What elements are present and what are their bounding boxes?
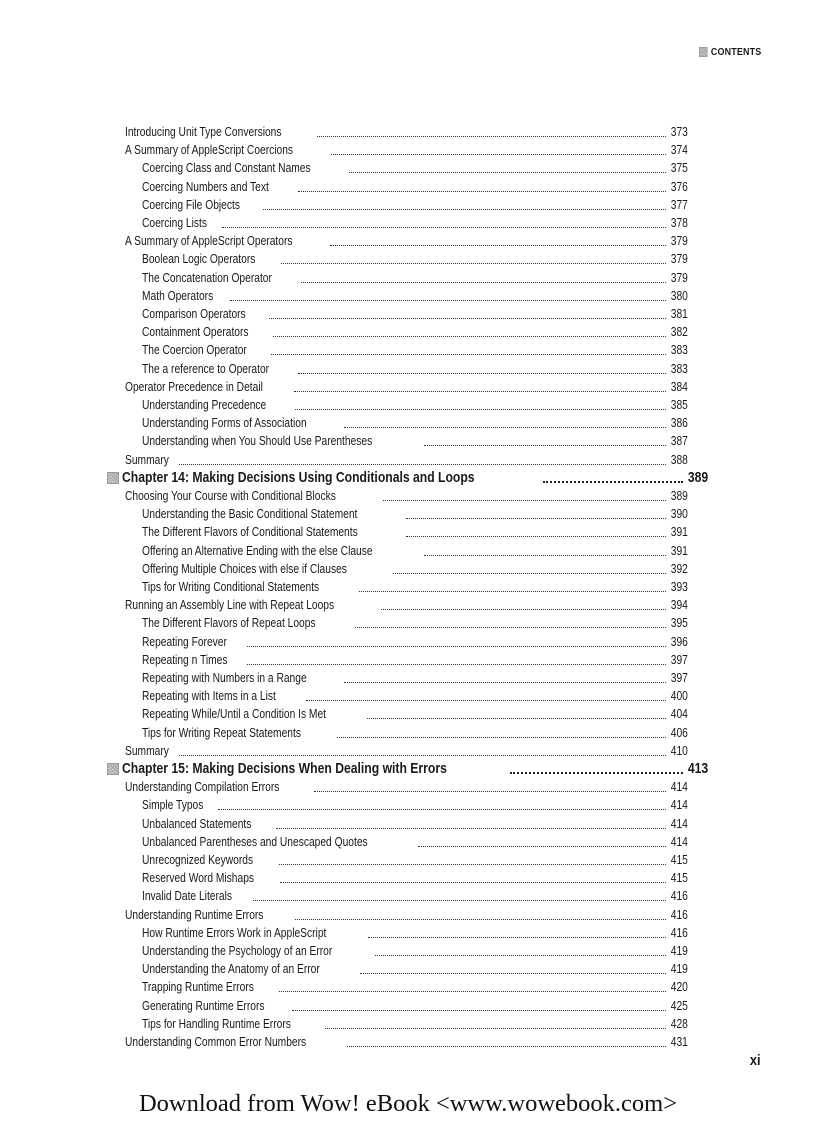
toc-entry-page: 415: [670, 871, 688, 886]
dot-leader: [301, 282, 666, 283]
toc-entry-label: Coercing Lists: [142, 216, 207, 230]
toc-entry[interactable]: [142, 834, 688, 850]
toc-entry-page: 381: [670, 307, 688, 321]
dot-leader: [383, 500, 666, 501]
dot-leader: [360, 973, 666, 974]
toc-entry[interactable]: [142, 160, 688, 176]
toc-entry-label: Repeating Forever: [142, 634, 227, 649]
toc-entry[interactable]: [142, 1016, 688, 1032]
toc-entry-page: 379: [670, 270, 688, 285]
toc-entry-label: Understanding the Anatomy of an Error: [142, 962, 320, 977]
toc-entry-page: 414: [670, 798, 688, 813]
toc-entry[interactable]: [142, 397, 688, 413]
dot-leader: [295, 919, 666, 920]
dot-leader: [253, 900, 666, 901]
toc-entry-label: Summary: [125, 452, 169, 467]
dot-leader: [279, 864, 667, 865]
toc-entry-page: 404: [670, 707, 688, 722]
square-bullet-icon: [107, 763, 119, 775]
toc-entry[interactable]: [142, 797, 688, 813]
toc-entry[interactable]: [125, 597, 688, 613]
toc-entry-page: 413: [687, 761, 708, 777]
toc-entry-page: 425: [670, 998, 688, 1013]
toc-entry[interactable]: [142, 688, 688, 704]
dot-leader: [331, 154, 666, 155]
dot-leader: [375, 955, 666, 956]
toc-entry[interactable]: [142, 615, 688, 631]
toc-entry-page: 373: [670, 125, 688, 139]
dot-leader: [344, 682, 666, 683]
toc-entry-label: Simple Typos: [142, 798, 204, 813]
toc-entry-label: Coercing File Objects: [142, 197, 240, 212]
toc-entry-label: How Runtime Errors Work in AppleScript: [142, 925, 327, 940]
dot-leader: [359, 591, 666, 592]
toc-entry-page: 387: [670, 434, 688, 449]
dot-leader: [279, 991, 666, 992]
toc-entry[interactable]: [142, 943, 688, 959]
toc-entry-label: Coercing Class and Constant Names: [142, 161, 311, 176]
download-footer: Download from Wow! eBook <www.wowebook.com>: [138, 1090, 678, 1117]
dot-leader: [247, 664, 666, 665]
toc-chapter-heading: [107, 760, 509, 778]
toc-entry[interactable]: [125, 488, 688, 504]
toc-entry-page: 420: [670, 980, 688, 995]
toc-entry-page: 388: [670, 452, 688, 467]
toc-entry-page: 396: [670, 634, 688, 649]
square-bullet-icon: [107, 472, 119, 484]
dot-leader: [294, 391, 666, 392]
dot-leader: [298, 373, 666, 374]
toc-entry-page: 386: [670, 416, 688, 431]
toc-entry-label: Repeating n Times: [142, 652, 228, 667]
dot-leader: [543, 481, 683, 483]
toc-entry[interactable]: [142, 816, 688, 832]
dot-leader: [295, 409, 667, 410]
toc-entry[interactable]: [142, 524, 688, 540]
toc-entry-label: Chapter 14: Making Decisions Using Conditionals and Loops: [122, 469, 475, 486]
dot-leader: [298, 191, 666, 192]
toc-entry-label: Reserved Word Mishaps: [142, 871, 255, 886]
dot-leader: [367, 718, 666, 719]
dot-leader: [393, 573, 666, 574]
dot-leader: [424, 555, 666, 556]
dot-leader: [368, 937, 666, 938]
toc-entry-label: Understanding Precedence: [142, 398, 267, 412]
dot-leader: [222, 227, 666, 228]
dot-leader: [330, 245, 666, 246]
toc-entry[interactable]: [142, 251, 688, 267]
toc-entry[interactable]: [142, 288, 688, 304]
toc-entry[interactable]: [142, 725, 688, 741]
toc-entry[interactable]: [142, 179, 688, 195]
toc-entry-page: 414: [670, 834, 688, 849]
toc-entry-label: Tips for Writing Repeat Statements: [142, 725, 301, 740]
dot-leader: [292, 1010, 666, 1011]
toc-entry[interactable]: [125, 907, 688, 923]
dot-leader: [247, 646, 667, 647]
toc-entry[interactable]: [142, 979, 688, 995]
toc-entry-page: 419: [670, 962, 688, 977]
toc-chapter-entry[interactable]: [107, 469, 708, 487]
toc-entry-label: Offering Multiple Choices with else if Clauses: [142, 561, 347, 576]
toc-entry-label: Tips for Writing Conditional Statements: [142, 580, 320, 594]
toc-entry-label: Coercing Numbers and Text: [142, 179, 269, 194]
dot-leader: [337, 737, 666, 738]
toc-entry-page: 397: [670, 671, 688, 685]
toc-entry-label: Containment Operators: [142, 325, 249, 340]
toc-entry-label: Math Operators: [142, 288, 214, 303]
toc-entry-label: Repeating with Items in a List: [142, 689, 276, 704]
toc-entry[interactable]: [142, 324, 688, 340]
toc-entry[interactable]: [142, 888, 688, 904]
toc-entry-label: Understanding Runtime Errors: [125, 907, 264, 922]
toc-entry-label: Unbalanced Parentheses and Unescaped Quotes: [142, 834, 368, 849]
toc-entry-page: 416: [670, 907, 688, 922]
toc-entry-page: 414: [670, 780, 688, 795]
toc-entry-label: Comparison Operators: [142, 307, 246, 321]
toc-entry-label: Understanding when You Should Use Parentheses: [142, 434, 373, 449]
toc-entry-page: 410: [670, 743, 688, 758]
toc-entry[interactable]: [142, 342, 688, 358]
toc-entry-label: Boolean Logic Operators: [142, 252, 256, 267]
toc-entry-page: 376: [670, 179, 688, 194]
toc-entry-page: 375: [670, 161, 688, 176]
dot-leader: [276, 828, 666, 829]
dot-leader: [271, 354, 666, 355]
toc-entry-label: The Coercion Operator: [142, 343, 247, 358]
toc-entry-page: 416: [670, 925, 688, 940]
toc-entry[interactable]: [142, 361, 688, 377]
toc-entry-label: Unrecognized Keywords: [142, 853, 254, 867]
dot-leader: [218, 809, 666, 810]
toc-entry-page: 379: [670, 234, 688, 249]
dot-leader: [179, 755, 666, 756]
toc-entry[interactable]: [142, 561, 688, 577]
toc-entry[interactable]: [125, 233, 688, 249]
toc-entry-page: 374: [670, 143, 688, 158]
toc-entry-page: 431: [670, 1035, 688, 1049]
toc-entry-label: Unbalanced Statements: [142, 816, 252, 831]
toc-entry-label: A Summary of AppleScript Operators: [125, 234, 293, 249]
toc-entry-page: 378: [670, 216, 688, 230]
toc-entry-page: 382: [670, 325, 688, 340]
toc-entry-page: 415: [670, 853, 688, 867]
toc-entry[interactable]: [125, 779, 688, 795]
toc-entry[interactable]: [142, 870, 688, 886]
toc-entry[interactable]: [142, 506, 688, 522]
toc-entry-page: 390: [670, 507, 688, 522]
toc-entry-label: Introducing Unit Type Conversions: [125, 125, 282, 139]
dot-leader: [273, 336, 666, 337]
toc-entry[interactable]: [142, 197, 688, 213]
toc-entry-label: Understanding Common Error Numbers: [125, 1035, 307, 1049]
toc-entry-page: 384: [670, 379, 688, 394]
dot-leader: [381, 609, 666, 610]
toc-entry-label: The Different Flavors of Conditional Statements: [142, 525, 358, 540]
toc-entry[interactable]: [142, 215, 688, 231]
toc-entry[interactable]: [142, 306, 688, 322]
toc-entry-label: Operator Precedence in Detail: [125, 379, 263, 394]
running-head-label: CONTENTS: [710, 46, 761, 58]
toc-entry-page: 377: [670, 197, 688, 212]
toc-entry-page: 416: [670, 889, 688, 904]
toc-entry[interactable]: [142, 433, 688, 449]
dot-leader: [306, 700, 666, 701]
toc-entry-label: Tips for Handling Runtime Errors: [142, 1016, 291, 1031]
toc-entry-label: Chapter 15: Making Decisions When Dealing with Errors: [122, 761, 447, 777]
dot-leader: [269, 318, 666, 319]
toc-entry-label: Understanding Compilation Errors: [125, 780, 280, 795]
toc-entry-page: 395: [670, 616, 688, 631]
dot-leader: [325, 1028, 667, 1029]
toc-entry-label: The a reference to Operator: [142, 361, 270, 376]
toc-entry-label: The Concatenation Operator: [142, 270, 272, 285]
dot-leader: [406, 536, 666, 537]
toc-entry-label: Understanding the Psychology of an Error: [142, 944, 333, 958]
toc-entry-page: 389: [670, 489, 688, 503]
toc-entry-page: 419: [670, 944, 688, 958]
dot-leader: [263, 209, 667, 210]
dot-leader: [230, 300, 666, 301]
toc-entry-page: 391: [670, 543, 688, 558]
dot-leader: [314, 791, 666, 792]
toc-entry-page: 391: [670, 525, 688, 540]
dot-leader: [317, 136, 666, 137]
toc-entry[interactable]: [125, 1034, 688, 1050]
toc-entry-page: 380: [670, 288, 688, 303]
toc-entry-page: 379: [670, 252, 688, 267]
toc-entry-page: 393: [670, 580, 688, 594]
toc-entry-page: 383: [670, 343, 688, 358]
toc-entry-page: 385: [670, 398, 688, 412]
toc-entry-label: Generating Runtime Errors: [142, 998, 265, 1013]
toc-entry[interactable]: [142, 634, 688, 650]
toc-entry-label: Repeating While/Until a Condition Is Met: [142, 707, 327, 722]
dot-leader: [280, 882, 667, 883]
toc-entry-page: 389: [687, 469, 708, 486]
dot-leader: [179, 464, 666, 465]
toc-entry-page: 414: [670, 816, 688, 831]
toc-entry[interactable]: [142, 670, 688, 686]
toc-entry[interactable]: [142, 543, 688, 559]
toc-entry-page: 400: [670, 689, 688, 704]
toc-entry-label: Invalid Date Literals: [142, 889, 233, 904]
toc-entry-label: Summary: [125, 743, 169, 758]
toc-entry-page: 397: [670, 652, 688, 667]
toc-entry-label: Choosing Your Course with Conditional Blocks: [125, 489, 336, 503]
toc-entry[interactable]: [142, 925, 688, 941]
toc-entry[interactable]: [125, 452, 688, 468]
toc-entry[interactable]: [125, 142, 688, 158]
dot-leader: [355, 627, 666, 628]
dot-leader: [406, 518, 666, 519]
toc-entry[interactable]: [142, 998, 688, 1014]
toc-entry-label: Repeating with Numbers in a Range: [142, 671, 307, 685]
toc-entry-label: Offering an Alternative Ending with the else Clause: [142, 543, 373, 558]
toc-entry-page: 406: [670, 725, 688, 740]
dot-leader: [510, 772, 683, 774]
toc-entry[interactable]: [125, 743, 688, 759]
toc-entry[interactable]: [142, 706, 688, 722]
toc-entry-label: Understanding Forms of Association: [142, 416, 307, 431]
toc-entry-label: A Summary of AppleScript Coercions: [125, 143, 294, 158]
toc-entry[interactable]: [142, 852, 688, 868]
toc-chapter-entry[interactable]: [107, 760, 708, 778]
toc-entry[interactable]: [142, 270, 688, 286]
toc-entry[interactable]: [125, 379, 688, 395]
toc-entry-page: 394: [670, 598, 688, 613]
dot-leader: [344, 427, 666, 428]
toc-entry[interactable]: [142, 415, 688, 431]
dot-leader: [347, 1046, 666, 1047]
toc-entry-label: Trapping Runtime Errors: [142, 980, 254, 995]
dot-leader: [418, 846, 666, 847]
toc-entry-page: 392: [670, 561, 688, 576]
toc-entry[interactable]: [142, 652, 688, 668]
toc-entry-label: Understanding the Basic Conditional Statement: [142, 507, 358, 522]
dot-leader: [281, 263, 666, 264]
toc-entry-label: Running an Assembly Line with Repeat Loops: [125, 598, 335, 613]
toc-entry[interactable]: [142, 579, 688, 595]
toc-entry-label: The Different Flavors of Repeat Loops: [142, 616, 316, 631]
toc-chapter-heading: [107, 469, 542, 487]
toc-entry[interactable]: [125, 124, 688, 140]
toc-entry-page: 383: [670, 361, 688, 376]
dot-leader: [424, 445, 666, 446]
toc-entry[interactable]: [142, 961, 688, 977]
dot-leader: [349, 172, 666, 173]
page-number: xi: [750, 1052, 761, 1069]
toc-entry-page: 428: [670, 1016, 688, 1031]
